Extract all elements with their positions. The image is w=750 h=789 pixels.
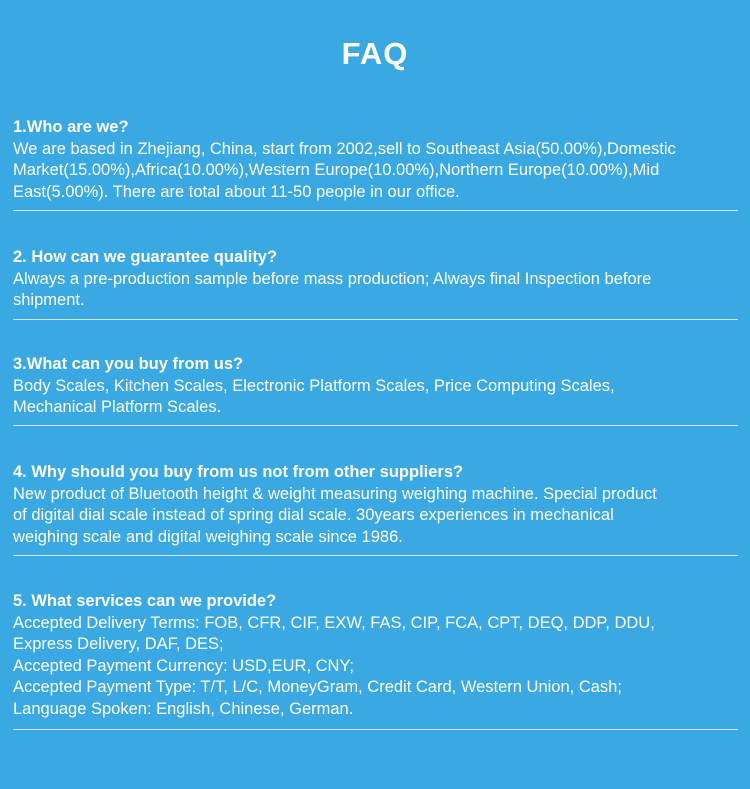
faq-item-2 xyxy=(13,247,739,312)
divider xyxy=(13,210,738,211)
divider xyxy=(13,555,738,556)
faq-answer-line: Mechanical Platform Scales. xyxy=(13,398,222,416)
faq-answer-line: Express Delivery, DAF, DES; xyxy=(13,635,224,653)
faq-item-4 xyxy=(13,462,739,548)
divider xyxy=(13,425,738,426)
faq-answer-line: Language Spoken: English, Chinese, German. xyxy=(13,699,354,718)
faq-answer-line: Always a pre-production sample before mass production; Always final Inspection before xyxy=(13,269,652,288)
page-title: FAQ xyxy=(341,36,409,71)
faq-answer-line: Accepted Delivery Terms: FOB, CFR, CIF, EXW, FAS, CIP, FCA, CPT, DEQ, DDP, DDU, xyxy=(13,613,655,632)
faq-answer-line: shipment. xyxy=(13,291,85,309)
faq-answer-line: Market(15.00%),Africa(10.00%),Western Europe(10.00%),Northern Europe(10.00%),Mid xyxy=(13,161,660,179)
faq-answer-line: weighing scale and digital weighing scale since 1986. xyxy=(13,527,403,546)
faq-item-3 xyxy=(13,354,739,419)
faq-answer-line: New product of Bluetooth height & weight measuring weighing machine. Special product xyxy=(13,484,657,503)
faq-answer xyxy=(13,139,739,204)
faq-answer-line: of digital dial scale instead of spring dial scale. 30years experiences in mechanical xyxy=(13,506,614,524)
faq-question: 3.What can you buy from us? xyxy=(13,355,244,373)
faq-answer-line: East(5.00%). There are total about 11-50 people in our office. xyxy=(13,182,460,201)
faq-answer xyxy=(13,613,739,721)
faq-item-5 xyxy=(13,591,739,720)
faq-question: 2. How can we guarantee quality? xyxy=(13,248,278,266)
divider xyxy=(13,319,738,320)
faq-question: 5. What services can we provide? xyxy=(13,592,277,610)
divider xyxy=(13,729,738,730)
faq-answer-line: Body Scales, Kitchen Scales, Electronic Platform Scales, Price Computing Scales, xyxy=(13,376,615,395)
faq-answer xyxy=(13,269,739,312)
faq-answer-line: Accepted Payment Currency: USD,EUR, CNY; xyxy=(13,656,354,675)
faq-item-1 xyxy=(13,117,739,203)
faq-question: 4. Why should you buy from us not from other suppliers? xyxy=(13,463,464,481)
faq-answer xyxy=(13,376,739,419)
faq-answer-line: Accepted Payment Type: T/T, L/C, MoneyGram, Credit Card, Western Union, Cash; xyxy=(13,678,622,696)
faq-question: 1.Who are we? xyxy=(13,118,129,136)
faq-answer xyxy=(13,484,739,549)
faq-answer-line: We are based in Zhejiang, China, start from 2002,sell to Southeast Asia(50.00%),Domestic xyxy=(13,139,676,158)
